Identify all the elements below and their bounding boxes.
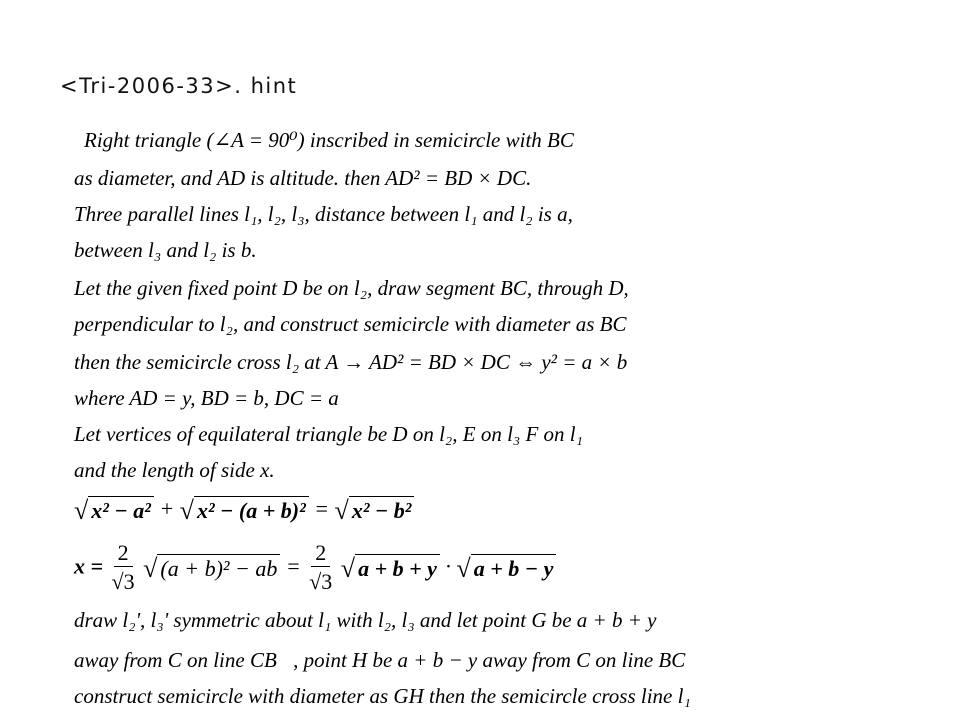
fraction-2: $\frac{2}{√3}$	[309, 540, 333, 594]
text-line-13: construct semicircle with diameter as GH then the semicircle cross line l₁	[74, 684, 691, 708]
radical-3: √ x² − b²	[335, 496, 415, 526]
text-line-5: Let the given fixed point D be on l₂, draw segment BC, through D,	[74, 276, 629, 300]
radical-2: √ x² − (a + b)²	[180, 496, 309, 526]
text-line-1: Right triangle (∠A = 90⁰) inscribed in semicircle with BC	[84, 128, 574, 152]
text-line-12: away from C on line CB⃗, point H be a + b − y away from C on line BC⃗	[74, 648, 702, 672]
fraction-1: $\frac{2}{√3}$	[111, 540, 135, 594]
radical-1: √ x² − a²	[74, 496, 154, 526]
text-line-7: then the semicircle cross l₂ at A → AD² = BD × DC ⇔ y² = a × b	[74, 350, 628, 374]
text-line-2: as diameter, and AD is altitude. then AD² = BD × DC.	[74, 166, 532, 190]
radical-6: √ a + b − y	[456, 554, 556, 584]
plus-sign: +	[159, 496, 175, 522]
text-line-6: perpendicular to l₂, and construct semicircle with diameter as BC	[74, 312, 627, 336]
text-line-4: between l₃ and l₂ is b.	[74, 238, 257, 262]
dot-operator: ·	[445, 553, 451, 579]
radical-4: √ (a + b)² − ab	[143, 554, 280, 584]
page-title: <Tri-2006-33>. hint	[60, 74, 298, 98]
radical-5: √ a + b + y	[341, 554, 440, 584]
text-line-9: Let vertices of equilateral triangle be D on l₂, E on l₃ F on l₁	[74, 422, 583, 446]
text-line-11: draw l₂', l₃' symmetric about l₁ with l₂, l₃ and let point G be a + b + y	[74, 608, 657, 632]
text-line-10: and the length of side x.	[74, 458, 275, 482]
equation-lhs: x =	[74, 553, 104, 579]
equation-1	[74, 496, 414, 526]
text-line-8: where AD = y, BD = b, DC = a	[74, 386, 339, 410]
equation-2	[74, 540, 556, 597]
equals-sign: =	[314, 496, 330, 522]
equals-sign-2: =	[285, 553, 301, 579]
text-line-3: Three parallel lines l₁, l₂, l₃, distance between l₁ and l₂ is a,	[74, 202, 573, 226]
